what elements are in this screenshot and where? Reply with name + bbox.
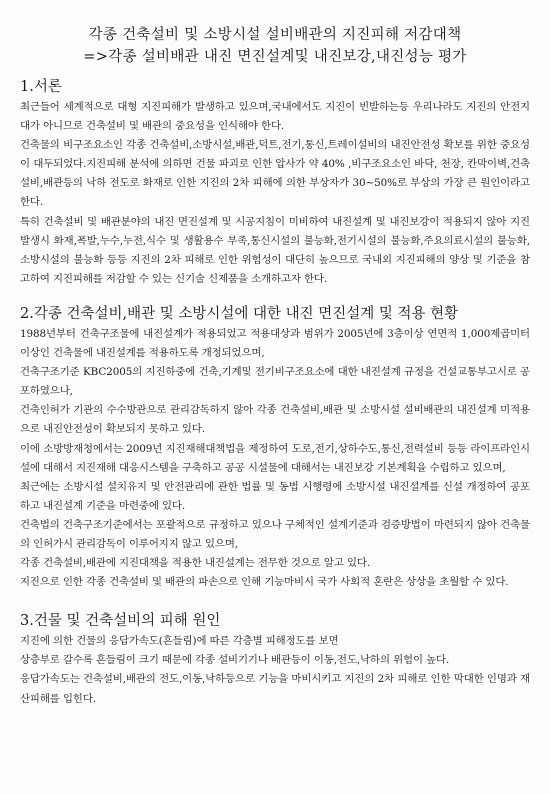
- section-2-paragraph-6: 건축법의 건축구조기준에서는 포괄적으로 규정하고 있으나 구체적인 설계기준과 검증방법이 마련되지 않아 건축물의 인허가시 관리감독이 이루어지지 않고 있으며,: [20, 518, 530, 550]
- section-3-paragraph-3: 응답가속도는 건축설비,배관의 전도,이동,낙하등으로 기능을 마비시키고 지진의 2차 피해로 인한 막대한 인명과 재산피해를 입힌다.: [20, 673, 530, 705]
- section-2-heading: 2.각종 건축설비,배관 및 소방시설에 대한 내진 면진설계 및 적용 현황: [20, 305, 459, 322]
- document-title-line-2: =>각종 설비배관 내진 면진설계및 내진보강,내진성능 평가: [83, 49, 467, 65]
- section-1-paragraph-1: 최근들어 세계적으로 대형 지진피해가 발생하고 있으며,국내에서도 지진이 빈발하는등 우리나라도 지진의 안전지대가 아니므로 건축설비 및 배관의 중요성을 인식해야 한다.: [20, 101, 530, 133]
- section-3-paragraph-2: 상층부로 갈수록 흔들림이 크기 때문에 각종 설비기기나 배관등이 이동,전도,낙하의 위험이 높다.: [20, 654, 450, 667]
- section-1-paragraph-2: 건축물의 비구조요소인 각종 건축설비,소방시설,배관,덕트,전기,통신,트레이설비의 내진안전성 확보를 위한 중요성이 대두되었다.지진피해 분석에 의하면 건물 파괴로 인한 압사가 약 40% ,비구조요소인 바닥, 천장, 칸막이벽,건축설비,배관등의 낙하 전도로 화재로 인한 지진의 2차 피해에 의한 부상자가 30~50%로 부상의 가장 큰 원인이라고 한다.: [20, 139, 530, 209]
- section-1-heading: 1.서론: [20, 79, 62, 95]
- section-2-paragraph-3: 건축인허가 기관의 수수방관으로 관리감독하지 않아 각종 건축설비,배관 및 소방시설 설비배관의 내진설계 미적용으로 내진안전성이 확보되지 못하고 있다.: [20, 404, 530, 436]
- section-2-paragraph-5: 최근에는 소방시설 설치유지 및 안전관리에 관한 법률 및 동법 시행령에 소방시설 내진설계를 신설 개정하여 공포하고 내진설계 기준을 마련중에 있다.: [20, 480, 530, 512]
- section-2-paragraph-2: 건축구조기준 KBC2005의 지진하중에 건축,기계및 전기비구조요소에 대한 내진설계 규정을 건설교통부고시로 공포하였으나,: [20, 366, 530, 398]
- section-2-paragraph-8: 지진으로 인한 각종 건축설비 및 배관의 파손으로 인해 기능마비시 국가 사회적 혼란은 상상을 초월할 수 있다.: [20, 576, 509, 589]
- section-introduction: [20, 76, 530, 289]
- section-2-paragraph-7: 각종 건축설비,배관에 지진대책을 적용한 내진설계는 전무한 것으로 알고 있다.: [20, 557, 371, 570]
- section-damage-causes: [20, 610, 530, 708]
- section-3-paragraph-1: 지진에 의한 건물의 응답가속도(흔들림)에 따른 각층별 피해정도를 보면: [20, 635, 339, 648]
- section-1-paragraph-3: 특히 건축설비 및 배관분야의 내진 면진설계 및 시공지침이 미비하여 내진설계 및 내진보강이 적용되지 않아 지진발생시 화재,폭발,누수,누전,식수 및 생활용수 부족,통신시설의 불능화,전기시설의 불능화,주요의료시설의 불능화,소방시설의 불능화 등등 지진의 2차 피해로 인한 위험성이 대단히 높으므로 국내외 지진피해의 양상 및 기준을 참고하여 지진피해를 저감할 수 있는 신기술 신제품을 소개하고자 한다.: [20, 215, 530, 285]
- section-2-paragraph-1: 1988년부터 건축구조물에 내진설계가 적용되었고 적용대상과 범위가 2005년에 3층이상 연면적 1,000제곱미터 이상인 건축물에 내진설계를 적용하도록 개정되었으며,: [20, 327, 530, 360]
- section-2-paragraph-4: 이에 소방방재청에서는 2009년 지진재해대책법을 제정하여 도로,전기,상하수도,통신,전력설비 등등 라이프라인시설에 대해서 지진재해 대응시스템을 구축하고 공공 시설물에 대해서는 내진보강 기본계획을 수립하고 있으며,: [20, 442, 530, 474]
- section-seismic-design-status: [20, 303, 530, 592]
- document-title-line-1: 각종 건축설비 및 소방시설 설비배관의 지진피해 저감대책: [88, 27, 462, 43]
- section-3-heading: 3.건물 및 건축설비의 피해 원인: [20, 613, 221, 630]
